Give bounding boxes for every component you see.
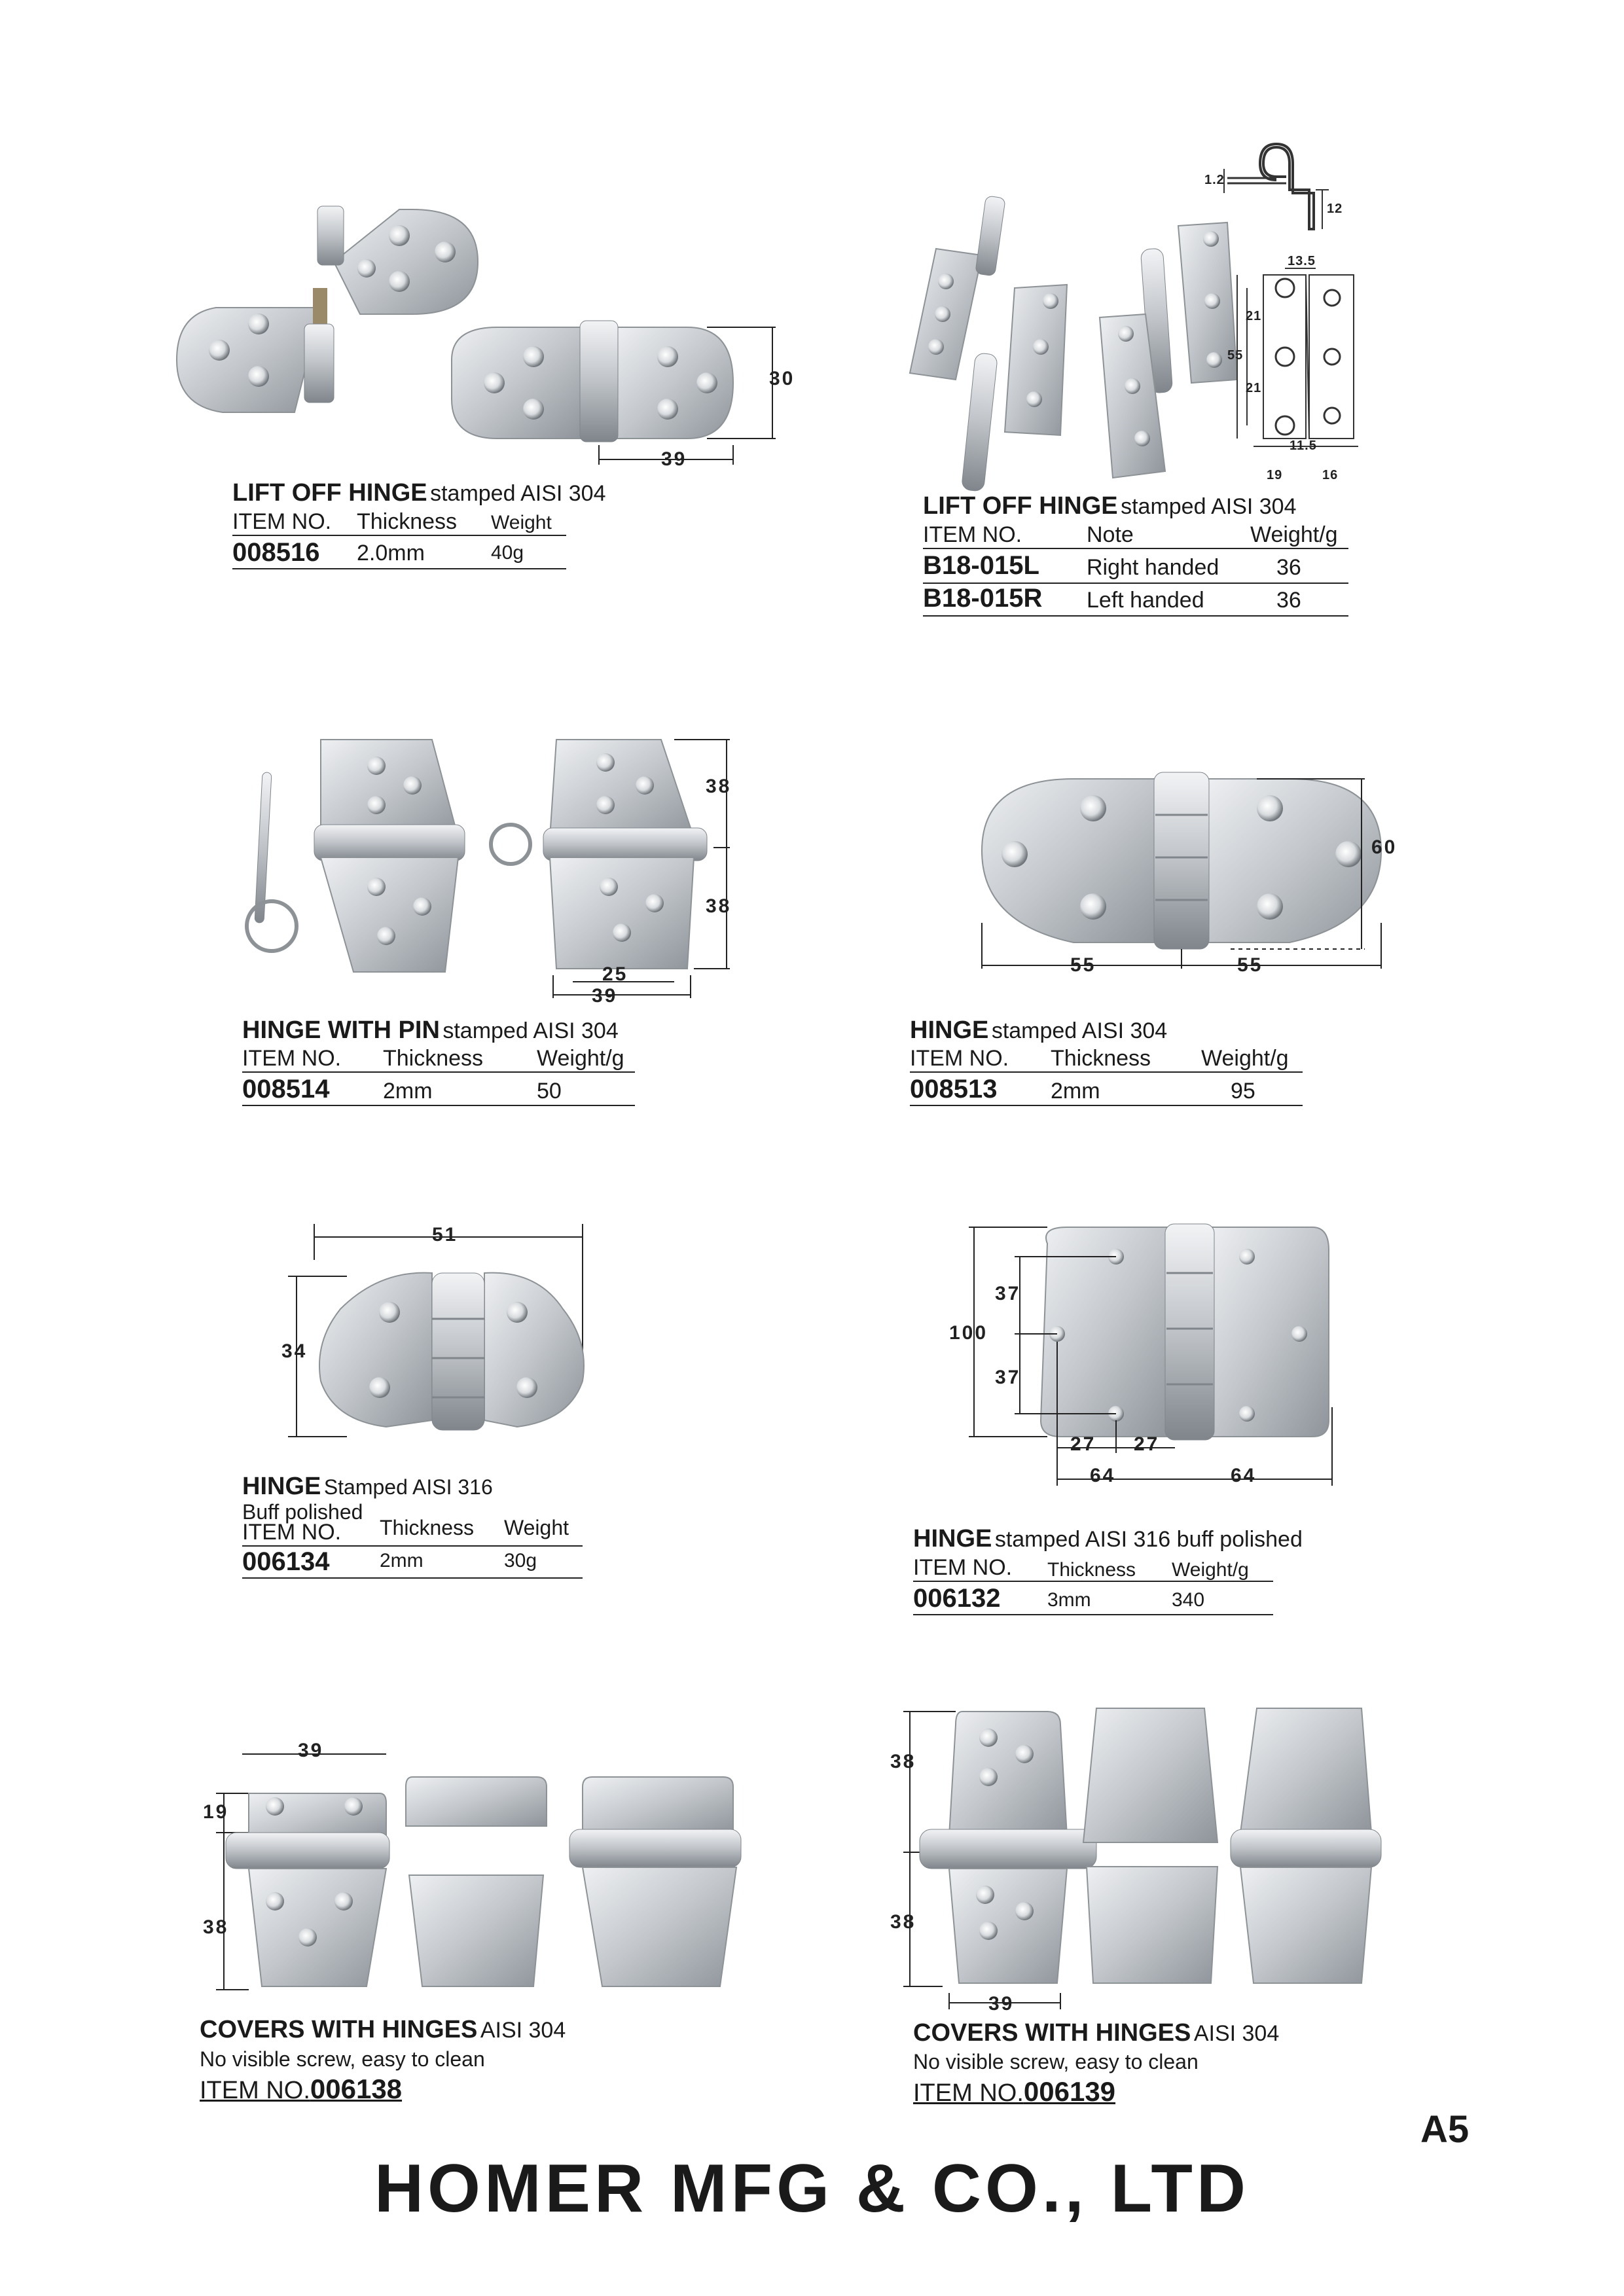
caption-008513: [910, 1016, 1167, 1045]
product-image-hinge-006132: [949, 1211, 1355, 1499]
product-note: No visible screw, easy to clean: [200, 2047, 485, 2071]
dim-bottom: 38: [203, 1916, 229, 1938]
dim-width: 39: [298, 1740, 324, 1761]
item-code: 006139: [1023, 2076, 1116, 2107]
product-note: Buff polished: [242, 1500, 363, 1524]
caption-008516: [232, 479, 606, 507]
table-header: [232, 509, 566, 536]
header-item-no: ITEM NO.: [232, 509, 332, 534]
header-item-no: ITEM NO.: [242, 1046, 342, 1071]
table-row: [923, 584, 1348, 617]
product-title: COVERS WITH HINGES: [200, 2016, 478, 2043]
header-item-no: ITEM NO.: [910, 1046, 1009, 1071]
product-image-hinge-with-pin: [216, 720, 753, 1008]
thickness: 2mm: [1051, 1079, 1100, 1103]
weight: 50: [537, 1079, 562, 1103]
product-subtitle: AISI 304: [480, 2018, 566, 2043]
thickness: 2mm: [383, 1079, 433, 1103]
dim-width: 51: [432, 1224, 458, 1246]
item-label: ITEM NO.: [913, 2079, 1024, 2107]
product-title: HINGE: [910, 1016, 989, 1044]
thickness: 3mm: [1047, 1589, 1091, 1611]
product-title: HINGE: [242, 1473, 321, 1500]
product-image-covers-006139: [890, 1695, 1401, 2015]
product-title: LIFT OFF HINGE: [232, 479, 427, 507]
item-label: ITEM NO.: [200, 2077, 310, 2104]
item-number: [913, 2076, 1115, 2108]
item-code: 008516: [232, 538, 320, 567]
dim-lower-hole: 37: [995, 1367, 1021, 1388]
caption-b18: [923, 492, 1297, 520]
table-row: [232, 538, 566, 569]
dim-height: 34: [281, 1340, 308, 1362]
product-image-lift-off-hinge-b18: [897, 144, 1551, 497]
item-code: 008514: [242, 1075, 330, 1103]
product-subtitle: AISI 304: [1193, 2021, 1280, 2046]
dim-upper-hole: 37: [995, 1283, 1021, 1304]
header-thickness: Thickness: [380, 1516, 475, 1539]
caption-006134: [242, 1473, 493, 1501]
item-code: B18-015R: [923, 584, 1043, 613]
table-header: [242, 1046, 635, 1073]
table-row: [242, 1547, 583, 1579]
header-weight: Weight: [504, 1516, 569, 1539]
dim-height: 60: [1371, 836, 1398, 858]
caption-006139: [913, 2019, 1279, 2047]
product-image-hinge-008513: [969, 759, 1414, 995]
caption-006132: [913, 1525, 1303, 1553]
header-thickness: Thickness: [357, 509, 458, 534]
weight: 36: [1276, 555, 1301, 580]
dim-upper: 38: [706, 776, 732, 797]
item-code: 006138: [310, 2073, 403, 2104]
table-header: [910, 1046, 1303, 1073]
caption-008514: [242, 1016, 619, 1045]
table-header: [923, 522, 1348, 549]
product-image-hinge-006134: [275, 1211, 615, 1453]
thickness: 2.0mm: [357, 541, 425, 565]
product-subtitle: stamped AISI 304: [442, 1018, 619, 1043]
dim-height: 100: [949, 1322, 988, 1344]
product-subtitle: stamped AISI 316 buff polished: [994, 1527, 1303, 1552]
dim-offset: 11.5: [1290, 439, 1317, 453]
product-note: No visible screw, easy to clean: [913, 2050, 1199, 2073]
item-code: 006132: [913, 1584, 1001, 1613]
product-subtitle: stamped AISI 304: [1121, 494, 1297, 519]
dim-right-width: 16: [1322, 468, 1339, 482]
product-title: COVERS WITH HINGES: [913, 2019, 1191, 2047]
product-subtitle: Stamped AISI 316: [323, 1475, 493, 1499]
thickness: 2mm: [380, 1550, 424, 1571]
dim-length: 55: [1227, 348, 1244, 363]
weight: 340: [1172, 1589, 1205, 1611]
dim-width: 39: [661, 448, 687, 470]
dim-hole-a: 27: [1070, 1433, 1096, 1455]
item-code: 006134: [242, 1547, 330, 1576]
weight: 40g: [491, 542, 524, 564]
company-name: HOMER MFG & CO., LTD: [374, 2151, 1250, 2227]
dim-width: 39: [592, 985, 618, 1007]
header-weight: Weight/g: [1172, 1559, 1249, 1581]
table-row: [910, 1075, 1303, 1106]
page-number: A5: [1420, 2108, 1470, 2151]
product-subtitle: stamped AISI 304: [991, 1018, 1168, 1043]
item-code: 008513: [910, 1075, 998, 1103]
item-number: [200, 2073, 402, 2105]
dim-lower: 38: [706, 895, 732, 917]
note: Left handed: [1087, 588, 1204, 613]
dim-right-half: 55: [1237, 954, 1263, 976]
dim-left-half: 64: [1090, 1465, 1116, 1486]
header-weight: Weight/g: [1201, 1046, 1289, 1071]
product-subtitle: stamped AISI 304: [430, 481, 606, 506]
item-code: B18-015L: [923, 551, 1039, 580]
header-thickness: Thickness: [383, 1046, 484, 1071]
dim-leaf-depth: 12: [1327, 202, 1343, 216]
table-row: [913, 1584, 1273, 1615]
header-thickness: Thickness: [1051, 1046, 1151, 1071]
dim-hole-b: 27: [1134, 1433, 1160, 1455]
dim-lower: 38: [890, 1911, 916, 1933]
header-item-no: ITEM NO.: [913, 1555, 1013, 1580]
dim-top: 19: [203, 1801, 229, 1823]
header-weight: Weight: [491, 512, 552, 533]
dim-width: 39: [988, 1993, 1015, 2015]
dim-knuckle: 13.5: [1288, 254, 1316, 268]
dim-bottom: 25: [602, 963, 628, 985]
weight: 95: [1231, 1079, 1255, 1103]
header-thickness: Thickness: [1047, 1559, 1136, 1581]
dim-hole-spacing-top: 21: [1246, 309, 1262, 323]
weight: 30g: [504, 1550, 537, 1571]
dim-left-width: 19: [1267, 468, 1283, 482]
header-weight: Weight/g: [1250, 522, 1338, 547]
table-header: [242, 1516, 583, 1547]
header-item-no: ITEM NO.: [923, 522, 1022, 547]
header-note: Note: [1087, 522, 1134, 547]
table-row: [923, 551, 1348, 584]
dim-right-half: 64: [1231, 1465, 1257, 1486]
header-weight: Weight/g: [537, 1046, 624, 1071]
weight: 36: [1276, 588, 1301, 613]
header-item-no: ITEM NO.: [242, 1520, 342, 1545]
dim-height: 30: [769, 368, 795, 389]
dim-left-half: 55: [1070, 954, 1096, 976]
note: Right handed: [1087, 555, 1219, 580]
product-title: HINGE: [913, 1525, 992, 1552]
caption-006138: [200, 2016, 566, 2044]
product-title: LIFT OFF HINGE: [923, 492, 1118, 520]
product-title: HINGE WITH PIN: [242, 1016, 440, 1044]
dim-hole-spacing-bottom: 21: [1246, 381, 1262, 395]
table-row: [242, 1075, 635, 1106]
table-header: [913, 1555, 1273, 1582]
dim-upper: 38: [890, 1751, 916, 1772]
dim-thickness: 1.2: [1204, 173, 1225, 187]
product-image-covers-006138: [196, 1728, 753, 2003]
product-image-lift-off-hinge-008516: [164, 190, 818, 478]
